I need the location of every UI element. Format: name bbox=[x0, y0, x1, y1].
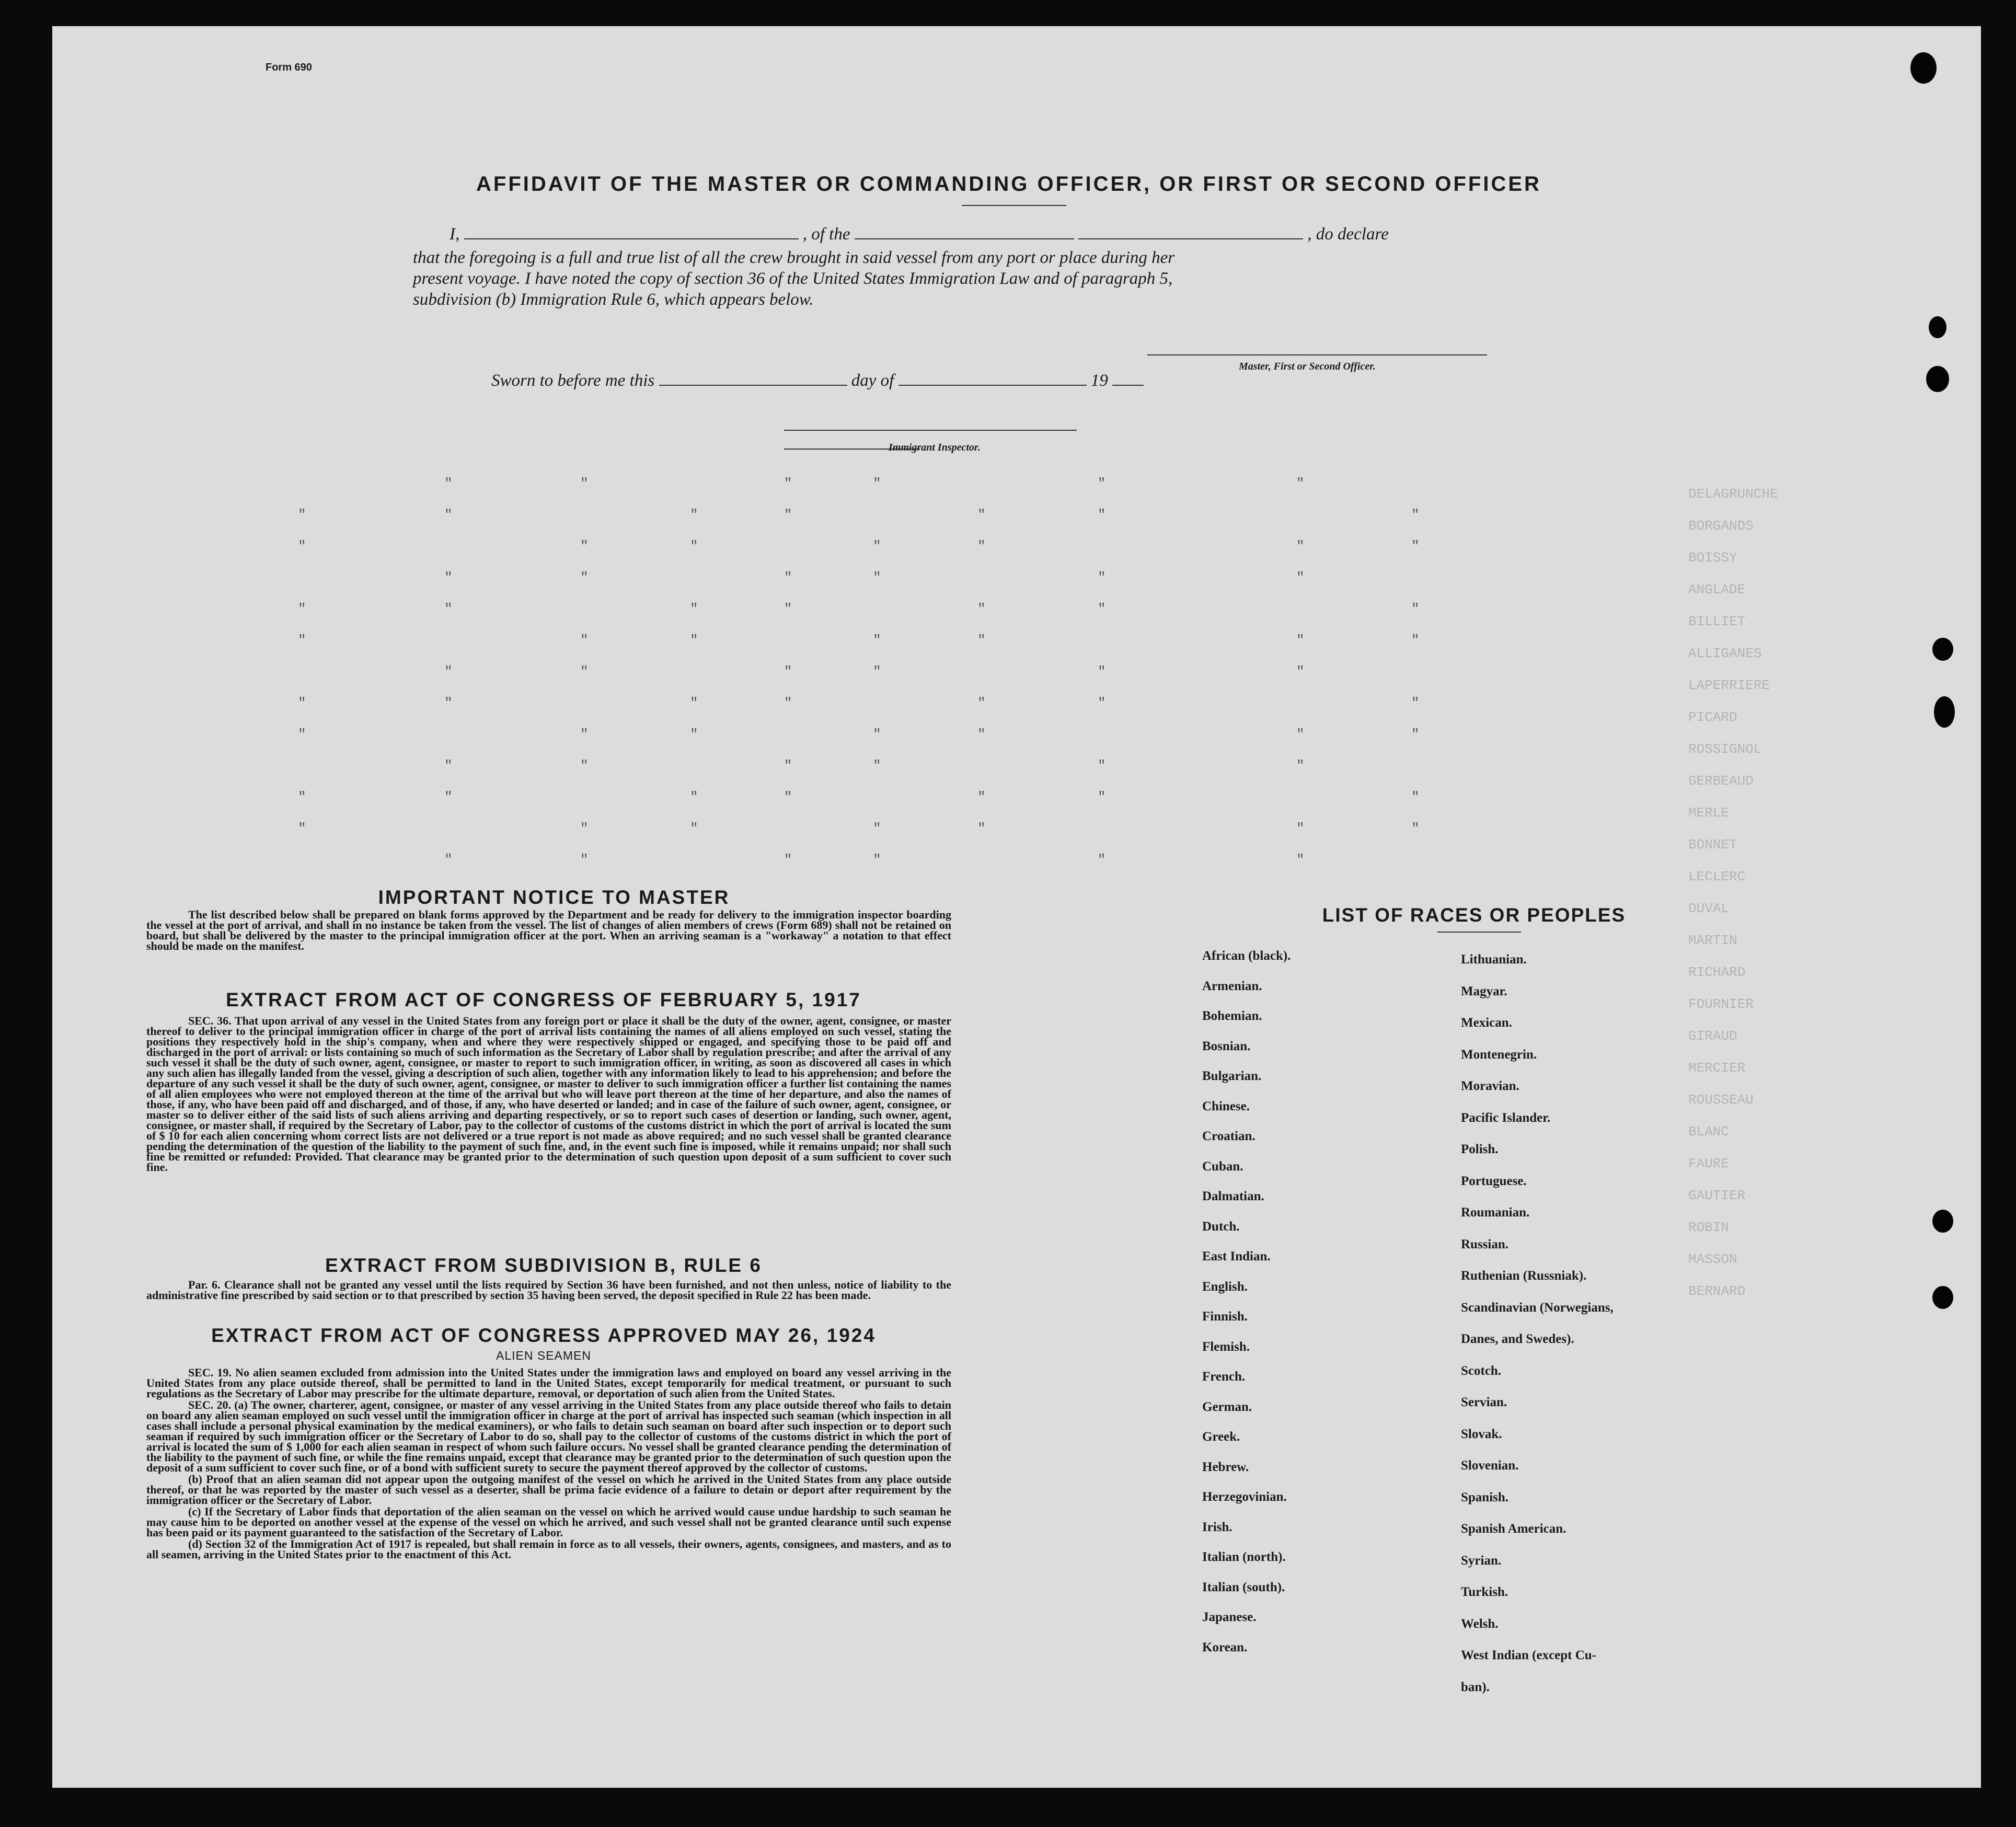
ditto-mark: " bbox=[690, 789, 698, 805]
ditto-mark: " bbox=[444, 601, 453, 617]
ditto-mark: " bbox=[444, 789, 453, 805]
ditto-mark: " bbox=[1411, 633, 1420, 648]
ditto-mark: " bbox=[298, 789, 306, 805]
ditto-mark: " bbox=[1098, 664, 1106, 680]
race-item: Mexican. bbox=[1461, 1016, 1512, 1030]
bleed-through-name: FAURE bbox=[1688, 1156, 1730, 1171]
bleed-through-name: LECLERC bbox=[1688, 869, 1746, 884]
race-item: Polish. bbox=[1461, 1142, 1499, 1156]
sec20c-paragraph: (c) If the Secretary of Labor finds that deportation of the alien seaman on the vessel on which he arrived would cause undue hardship to such seaman he may cause him to be deported on another vessel at the expense of the vessel on which he arrived, and such vessel shall not be granted clearance until such expense has been paid or its payment guaranteed to the satisfaction of the Secretary of Labor. bbox=[146, 1505, 951, 1539]
bleed-through-name: FOURNIER bbox=[1688, 996, 1754, 1012]
ditto-mark: " bbox=[1296, 821, 1305, 836]
ditto-mark: " bbox=[784, 852, 792, 868]
rule6-paragraph: Par. 6. Clearance shall not be granted any vessel until the lists required by Section 36 have been furnished, and not then unless, notice of liability to the administrative fine prescribed by said section or to that prescribed by section 35 having been served, the deposit specified in Rule 22 has been made. bbox=[146, 1278, 951, 1302]
race-item: Spanish American. bbox=[1461, 1522, 1566, 1536]
notice-paragraph: The list described below shall be prepared on blank forms approved by the Department and be ready for delivery to the immigration inspector boarding the vessel at the port of arrival, and shall in no instance be taken from the vessel. The list of changes of alien members of crews (Form 689) shall not be retained on board, but shall be delivered by the master to the principal immigration officer at the port. When an arriving seaman is a "workaway" a notation to that effect should be made on the manifest. bbox=[146, 908, 951, 952]
master-signature-label: Master, First or Second Officer. bbox=[1239, 361, 1376, 372]
sworn-dayof-label: day of bbox=[851, 371, 894, 390]
bleed-through-name: MARTIN bbox=[1688, 933, 1737, 948]
ditto-mark: " bbox=[1296, 538, 1305, 554]
race-item: Slovak. bbox=[1461, 1427, 1502, 1441]
race-item: Hebrew. bbox=[1202, 1460, 1249, 1474]
ditto-mark: " bbox=[298, 538, 306, 554]
alien-seamen-subtitle: ALIEN SEAMEN bbox=[496, 1349, 591, 1362]
bleed-through-name: ROBIN bbox=[1688, 1220, 1730, 1235]
race-item: Italian (south). bbox=[1202, 1580, 1285, 1594]
race-item: Syrian. bbox=[1461, 1553, 1502, 1568]
sworn-month-blank[interactable] bbox=[898, 371, 1087, 386]
ditto-mark: " bbox=[580, 727, 589, 742]
race-item: French. bbox=[1202, 1370, 1246, 1384]
ditto-mark: " bbox=[1411, 601, 1420, 617]
race-item: Bulgarian. bbox=[1202, 1069, 1262, 1083]
ditto-mark: " bbox=[690, 538, 698, 554]
bleed-through-name: MERCIER bbox=[1688, 1060, 1746, 1076]
ditto-mark: " bbox=[873, 538, 881, 554]
ditto-mark: " bbox=[298, 633, 306, 648]
race-item: Scotch. bbox=[1461, 1363, 1502, 1378]
ditto-mark: " bbox=[1098, 695, 1106, 711]
race-item: Greek. bbox=[1202, 1430, 1240, 1444]
ditto-mark: " bbox=[873, 664, 881, 680]
ditto-mark: " bbox=[298, 507, 306, 523]
sec20b-paragraph: (b) Proof that an alien seaman did not appear upon the outgoing manifest of the vessel on which he arrived in the United States from any place outside thereof, or that he was reported by the master of such vessel as a deserter, shall be prima facie evidence of a failure to detain or deport after requirement by the immigration officer or the Secretary of Labor. bbox=[146, 1473, 951, 1507]
race-item: Bosnian. bbox=[1202, 1039, 1251, 1053]
ditto-mark: " bbox=[690, 601, 698, 617]
ditto-mark: " bbox=[1296, 633, 1305, 648]
ditto-mark: " bbox=[977, 789, 986, 805]
race-item: German. bbox=[1202, 1399, 1252, 1414]
ditto-mark: " bbox=[1411, 821, 1420, 836]
ditto-mark: " bbox=[1296, 570, 1305, 585]
ditto-mark: " bbox=[298, 727, 306, 742]
name-blank[interactable] bbox=[464, 225, 799, 239]
ditto-mark: " bbox=[784, 601, 792, 617]
race-item: Portuguese. bbox=[1461, 1174, 1527, 1188]
race-item: English. bbox=[1202, 1279, 1248, 1294]
race-item: Armenian. bbox=[1202, 979, 1262, 993]
rule6-body bbox=[146, 1280, 951, 1302]
ditto-mark: " bbox=[298, 695, 306, 711]
ditto-mark: " bbox=[873, 727, 881, 742]
race-item: Herzegovinian. bbox=[1202, 1490, 1287, 1504]
ditto-mark: " bbox=[580, 570, 589, 585]
binder-hole-1 bbox=[1910, 52, 1937, 84]
master-signature-line[interactable] bbox=[1147, 354, 1487, 355]
inspector-line-1[interactable] bbox=[784, 430, 1077, 431]
race-item: Chinese. bbox=[1202, 1099, 1250, 1113]
ditto-mark: " bbox=[1098, 507, 1106, 523]
extract-1924-body bbox=[146, 1368, 951, 1561]
race-item: Italian (north). bbox=[1202, 1550, 1286, 1564]
bleed-through-name: ROSSIGNOL bbox=[1688, 741, 1762, 757]
ditto-mark: " bbox=[784, 476, 792, 491]
bleed-through-name: BLANC bbox=[1688, 1124, 1730, 1140]
ditto-mark: " bbox=[1098, 852, 1106, 868]
bleed-through-name: BOISSY bbox=[1688, 550, 1737, 566]
race-item: Pacific Islander. bbox=[1461, 1110, 1551, 1125]
race-item: West Indian (except Cu- bbox=[1461, 1648, 1597, 1662]
ditto-mark: " bbox=[873, 758, 881, 774]
ditto-mark: " bbox=[580, 538, 589, 554]
ditto-mark: " bbox=[784, 789, 792, 805]
bleed-through-name: PICARD bbox=[1688, 709, 1737, 725]
ditto-mark: " bbox=[580, 758, 589, 774]
bleed-through-name: BORGANDS bbox=[1688, 518, 1754, 534]
race-item: ban). bbox=[1461, 1680, 1490, 1694]
ditto-mark: " bbox=[690, 507, 698, 523]
ditto-mark: " bbox=[873, 476, 881, 491]
ditto-mark: " bbox=[977, 601, 986, 617]
ditto-mark: " bbox=[1098, 758, 1106, 774]
ditto-mark: " bbox=[873, 570, 881, 585]
ditto-mark: " bbox=[1411, 538, 1420, 554]
ditto-mark: " bbox=[1098, 570, 1106, 585]
bleed-through-name: GERBEAUD bbox=[1688, 773, 1754, 789]
ditto-mark: " bbox=[977, 727, 986, 742]
affidavit-line-4: subdivision (b) Immigration Rule 6, which appears below. bbox=[413, 290, 814, 309]
ditto-mark: " bbox=[580, 476, 589, 491]
ditto-mark: " bbox=[873, 852, 881, 868]
binder-hole-4 bbox=[1932, 638, 1953, 661]
vessel-blank-1[interactable] bbox=[855, 225, 1074, 239]
ditto-mark: " bbox=[784, 758, 792, 774]
ditto-mark: " bbox=[1411, 695, 1420, 711]
ditto-mark: " bbox=[1296, 727, 1305, 742]
ditto-mark: " bbox=[1411, 789, 1420, 805]
affidavit-title: AFFIDAVIT OF THE MASTER OR COMMANDING OFFICER, OR FIRST OR SECOND OFFICER bbox=[476, 173, 1541, 196]
binder-hole-6 bbox=[1932, 1210, 1953, 1233]
race-item: Magyar. bbox=[1461, 984, 1507, 998]
ditto-mark: " bbox=[1098, 789, 1106, 805]
race-item: Cuban. bbox=[1202, 1159, 1243, 1174]
race-item: Roumanian. bbox=[1461, 1205, 1530, 1220]
race-item: African (black). bbox=[1202, 949, 1291, 963]
ditto-mark: " bbox=[580, 633, 589, 648]
ditto-mark: " bbox=[444, 664, 453, 680]
bleed-through-name: LAPERRIERE bbox=[1688, 677, 1770, 693]
race-item: Korean. bbox=[1202, 1640, 1248, 1654]
ditto-mark: " bbox=[444, 476, 453, 491]
race-item: Slovenian. bbox=[1461, 1458, 1519, 1473]
sec20a-paragraph: SEC. 20. (a) The owner, charterer, agent, consignee, or master of any vessel arriving in the United States from any place outside thereof who fails to detain on board any alien seaman employed on such vessel until the immigration officer in charge at the port of arrival has inspected such seaman (which inspection in all cases shall include a personal physical examination by the medical examiners), or who fails to detain such seaman on board after such inspection or to deport such seaman if required by such immigration officer or the Secretary of Labor to do so, shall pay to the collector of customs of the customs district in which the port of arrival is located the sum of $ 1,000 for each alien seaman in respect of whom such failure occurs. No vessel shall be granted clearance pending the determination of the liability to the payment of such fine, or while the fine remains unpaid, except that clearance may be granted prior to the determination of such question upon the deposit of a sum sufficient to cover such fine, or of a bond with sufficient surety to secure the payment thereof approved by the collector of customs. bbox=[146, 1398, 951, 1474]
notice-body bbox=[146, 910, 951, 952]
extract-1917-body bbox=[146, 1016, 951, 1174]
ditto-mark: " bbox=[298, 821, 306, 836]
sec20d-paragraph: (d) Section 32 of the Immigration Act of 1917 is repealed, but shall remain in force as to all vessels, their owners, agents, consignees, and masters, and as to all seamen, arriving in the United States prior to the enactment of this Act. bbox=[146, 1537, 951, 1561]
sworn-year-blank[interactable] bbox=[1112, 371, 1144, 386]
bleed-through-name: ALLIGANES bbox=[1688, 646, 1762, 661]
race-item: Dalmatian. bbox=[1202, 1189, 1264, 1203]
extract-1924-title: EXTRACT FROM ACT OF CONGRESS APPROVED MAY 26, 1924 bbox=[211, 1325, 876, 1346]
ditto-mark: " bbox=[977, 538, 986, 554]
binder-hole-3 bbox=[1926, 366, 1949, 392]
ditto-mark: " bbox=[1296, 476, 1305, 491]
sworn-year-label: 19 bbox=[1090, 371, 1108, 390]
binder-hole-5 bbox=[1934, 696, 1955, 728]
races-underline bbox=[1437, 932, 1521, 933]
ditto-mark: " bbox=[690, 695, 698, 711]
bleed-through-name: BILLIET bbox=[1688, 614, 1746, 629]
bleed-through-name: ROUSSEAU bbox=[1688, 1092, 1754, 1108]
ditto-mark: " bbox=[444, 852, 453, 868]
bleed-through-name: ANGLADE bbox=[1688, 582, 1746, 597]
bleed-through-name: BERNARD bbox=[1688, 1283, 1746, 1299]
ditto-mark: " bbox=[977, 507, 986, 523]
title-underline bbox=[962, 205, 1066, 206]
ditto-mark: " bbox=[690, 727, 698, 742]
race-item: Russian. bbox=[1461, 1237, 1509, 1251]
race-item: Welsh. bbox=[1461, 1616, 1499, 1631]
bleed-through-name: MERLE bbox=[1688, 805, 1730, 821]
bleed-through-name: DUVAL bbox=[1688, 901, 1730, 916]
ditto-mark: " bbox=[444, 570, 453, 585]
race-item: Flemish. bbox=[1202, 1339, 1250, 1354]
ditto-mark: " bbox=[1296, 758, 1305, 774]
bleed-through-name: DELAGRUNCHE bbox=[1688, 486, 1778, 502]
ditto-mark: " bbox=[784, 507, 792, 523]
ditto-mark: " bbox=[873, 821, 881, 836]
race-item: East Indian. bbox=[1202, 1249, 1271, 1263]
race-item: Japanese. bbox=[1202, 1610, 1257, 1624]
ditto-mark: " bbox=[1098, 476, 1106, 491]
rule6-title: EXTRACT FROM SUBDIVISION B, RULE 6 bbox=[325, 1255, 762, 1276]
race-item: Lithuanian. bbox=[1461, 952, 1527, 967]
race-item: Bohemian. bbox=[1202, 1009, 1262, 1023]
ditto-mark: " bbox=[444, 758, 453, 774]
ditto-mark: " bbox=[580, 852, 589, 868]
ditto-mark: " bbox=[784, 695, 792, 711]
affidavit-line-2: that the foregoing is a full and true list of all the crew brought in said vessel from any port or place during her bbox=[413, 248, 1175, 267]
race-item: Danes, and Swedes). bbox=[1461, 1332, 1574, 1346]
sec19-paragraph: SEC. 19. No alien seamen excluded from admission into the United States under the immigration laws and employed on board any vessel arriving in the United States from any place outside thereof, shall be permitted to land in the United States, except temporarily for medical treatment, or pursuant to such regulations as the Secretary of Labor may prescribe for the ultimate departure, removal, or deportation of such alien from the United States. bbox=[146, 1366, 951, 1400]
bleed-through-name: GIRAUD bbox=[1688, 1028, 1737, 1044]
affidavit-line-1 bbox=[450, 225, 1495, 244]
race-item: Croatian. bbox=[1202, 1129, 1255, 1143]
ditto-mark: " bbox=[580, 821, 589, 836]
form-number: Form 690 bbox=[266, 62, 312, 73]
bleed-through-name: RICHARD bbox=[1688, 964, 1746, 980]
extract-1917-paragraph: SEC. 36. That upon arrival of any vessel in the United States from any foreign port or place it shall be the duty of the owner, agent, consignee, or master thereof to deliver to the principal immigration officer in charge of the port of arrival lists containing the names of all aliens employed on such vessel, stating the positions they respectively hold in the ship's company, when and where they were respectively shipped or engaged, and specifying those to be paid off and discharged in the port of arrival: or lists containing so much of such information as the Secretary of Labor shall by regulation prescribe; and after the arrival of any such vessel it shall be the duty of such owner, agent, consignee, or master to report to such immigration officer, in writing, as soon as discovered all cases in which any such alien has illegally landed from the vessel, giving a description of such alien, together with any information likely to lead to his apprehension; and before the departure of any such vessel it shall be the duty of such owner, agent, consignee, or master to deliver to such immigration officer a further list containing the names of all alien employees who were not employed thereon at the time of the arrival but who will leave port thereon at the time of her departure, and also the names of those, if any, who have been paid off and discharged, and of those, if any, who have deserted or landed; and in case of the failure of such owner, agent, consignee, or master so to deliver either of the said lists of such aliens arriving and departing respectively, or so to report such cases of desertion or landing, such owner, agent, consignee, or master shall, if required by the Secretary of Labor, pay to the collector of customs of the customs district in which the port of arrival is located the sum of $ 10 for each alien concerning whom correct lists are not delivered or a true report is not made as above required; and no such vessel shall be granted clearance pending the determination of the question of the liability to the payment of such fine, and, in the event such fine is imposed, while it remains unpaid; nor shall such fine be remitted or refunded: Provided. That clearance may be granted prior to the determination of such question upon deposit of a sum sufficient to cover such fine. bbox=[146, 1014, 951, 1174]
race-item: Dutch. bbox=[1202, 1219, 1240, 1234]
binder-hole-2 bbox=[1929, 316, 1946, 338]
sworn-label: Sworn to before me this bbox=[491, 371, 655, 390]
sworn-line bbox=[491, 371, 1275, 390]
affidavit-line-3: present voyage. I have noted the copy of section 36 of the United States Immigration Law and of paragraph 5, bbox=[413, 269, 1173, 288]
race-item: Moravian. bbox=[1461, 1079, 1519, 1093]
vessel-blank-2[interactable] bbox=[1078, 225, 1303, 239]
ditto-mark: " bbox=[444, 695, 453, 711]
race-item: Montenegrin. bbox=[1461, 1047, 1537, 1062]
ditto-mark: " bbox=[977, 633, 986, 648]
race-item: Spanish. bbox=[1461, 1490, 1509, 1504]
bleed-through-name: GAUTIER bbox=[1688, 1188, 1746, 1203]
bleed-through-name: BONNET bbox=[1688, 837, 1737, 853]
ditto-mark: " bbox=[690, 821, 698, 836]
ditto-mark: " bbox=[1411, 507, 1420, 523]
ditto-mark: " bbox=[580, 664, 589, 680]
affidavit-line1a: I, bbox=[450, 225, 460, 244]
races-title: LIST OF RACES OR PEOPLES bbox=[1322, 904, 1626, 926]
binder-hole-7 bbox=[1932, 1286, 1953, 1309]
notice-title: IMPORTANT NOTICE TO MASTER bbox=[378, 887, 730, 908]
race-item: Scandinavian (Norwegians, bbox=[1461, 1300, 1614, 1315]
ditto-mark: " bbox=[444, 507, 453, 523]
ditto-mark: " bbox=[1296, 664, 1305, 680]
race-item: Ruthenian (Russniak). bbox=[1461, 1269, 1587, 1283]
ditto-mark: " bbox=[1296, 852, 1305, 868]
affidavit-line1b: , of the bbox=[802, 225, 850, 244]
sworn-day-blank[interactable] bbox=[659, 371, 847, 386]
race-item: Finnish. bbox=[1202, 1309, 1248, 1324]
ditto-mark: " bbox=[977, 821, 986, 836]
affidavit-line1c: , do declare bbox=[1307, 225, 1389, 244]
ditto-mark: " bbox=[1098, 601, 1106, 617]
extract-1917-title: EXTRACT FROM ACT OF CONGRESS OF FEBRUARY 5, 1917 bbox=[226, 989, 861, 1010]
inspector-label: Immigrant Inspector. bbox=[889, 442, 981, 453]
ditto-mark: " bbox=[1411, 727, 1420, 742]
race-item: Servian. bbox=[1461, 1395, 1507, 1409]
ditto-mark: " bbox=[977, 695, 986, 711]
document-page bbox=[52, 26, 1981, 1788]
ditto-mark: " bbox=[690, 633, 698, 648]
race-item: Irish. bbox=[1202, 1520, 1232, 1534]
race-item: Turkish. bbox=[1461, 1585, 1508, 1599]
ditto-mark: " bbox=[873, 633, 881, 648]
ditto-mark: " bbox=[298, 601, 306, 617]
ditto-mark: " bbox=[784, 664, 792, 680]
bleed-through-name: MASSON bbox=[1688, 1251, 1737, 1267]
ditto-mark: " bbox=[784, 570, 792, 585]
